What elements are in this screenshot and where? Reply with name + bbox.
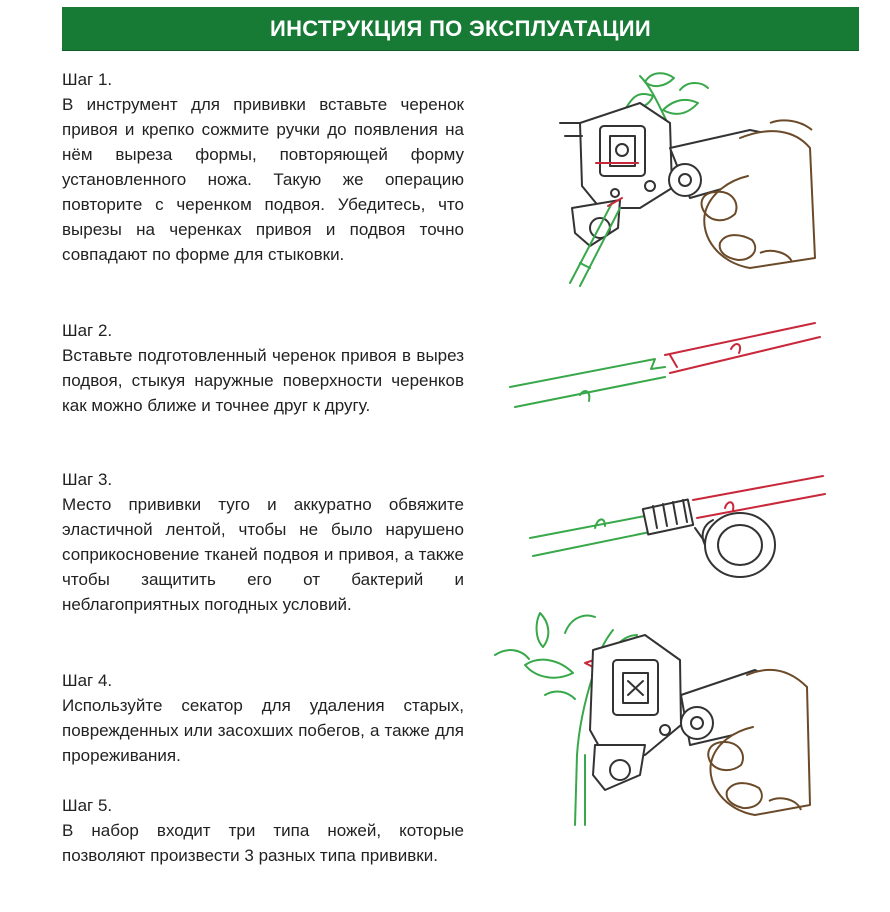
step-title: Шаг 4. xyxy=(62,671,113,690)
step-4 xyxy=(62,668,464,768)
step-title: Шаг 2. xyxy=(62,321,113,340)
step-2 xyxy=(62,318,464,418)
page-title: ИНСТРУКЦИЯ ПО ЭКСПЛУАТАЦИИ xyxy=(269,15,651,41)
joined-cuttings-illustration xyxy=(505,315,825,415)
step-text: Используйте секатор для удаления старых, поврежденных или засохших побегов, а также для прореживания. xyxy=(62,696,464,765)
step-title: Шаг 5. xyxy=(62,796,113,815)
step-3 xyxy=(62,467,464,617)
pruner-illustration xyxy=(485,605,815,830)
step-5 xyxy=(62,793,464,868)
step-1 xyxy=(62,67,464,267)
grafting-tool-illustration xyxy=(520,68,820,298)
step-text: В набор входит три типа ножей, которые позволяют произвести 3 разных типа прививки. xyxy=(62,821,464,865)
step-text: В инструмент для прививки вставьте черенок привоя и крепко сожмите ручки до появления на нём выреза формы, повторяющей форму установленного ножа. Такую же операцию повторите с черенком подвоя. Убедитесь, что вырезы на черенках привоя и подвоя точно совпадают по форме для стыковки. xyxy=(62,95,464,264)
step-title: Шаг 3. xyxy=(62,470,113,489)
tape-wrapping-illustration xyxy=(525,470,830,585)
header-banner xyxy=(62,7,859,51)
step-text: Вставьте подготовленный черенок привоя в вырез подвоя, стыкуя наружные поверхности черенков как можно ближе и точнее друг к другу. xyxy=(62,346,464,415)
step-title: Шаг 1. xyxy=(62,70,113,89)
step-text: Место прививки туго и аккуратно обвяжите эластичной лентой, чтобы не было нарушено соприкосновение тканей подвоя и привоя, а также чтобы защитить его от бактерий и неблагоприятных погодных условий. xyxy=(62,495,464,614)
